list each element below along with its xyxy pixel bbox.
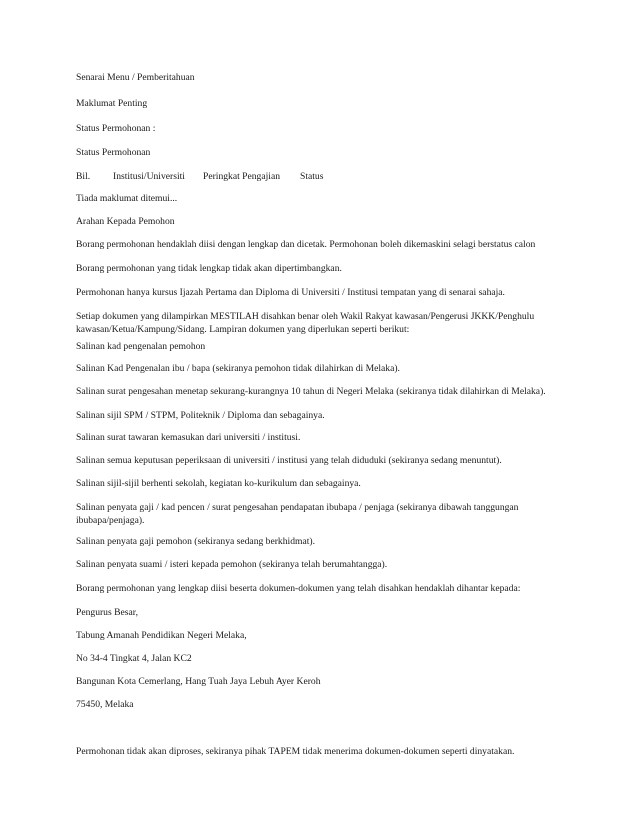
important-info-heading: Maklumat Penting — [76, 98, 148, 109]
submission-note: Borang permohonan yang lengkap diisi beserta dokumen-dokumen yang telah disahkan hendaklah dihantar kepada: — [76, 583, 521, 594]
address-line: Tabung Amanah Pendidikan Negeri Melaka, — [76, 630, 247, 641]
application-status-label: Status Permohonan : — [76, 123, 156, 134]
document-item: Salinan penyata gaji / kad pencen / surat pengesahan pendapatan ibubapa / penjaga (sekiranya dibawah tanggungan ibubapa/penjaga). — [76, 502, 519, 526]
instruction-item: Borang permohonan yang tidak lengkap tidak akan dipertimbangkan. — [76, 263, 342, 274]
instruction-item: Borang permohonan hendaklah diisi dengan lengkap dan dicetak. Permohonan boleh dikemaskini selagi berstatus calon — [76, 239, 536, 250]
instruction-item: Permohonan hanya kursus Ijazah Pertama dan Diploma di Universiti / Institusi tempatan yang di senarai sahaja. — [76, 287, 505, 298]
address-line: 75450, Melaka — [76, 699, 134, 710]
document-item: Salinan surat tawaran kemasukan dari universiti / institusi. — [76, 432, 301, 443]
document-item: Salinan penyata suami / isteri kepada pemohon (sekiranya telah berumahtangga). — [76, 559, 388, 570]
document-item: Salinan Kad Pengenalan ibu / bapa (sekiranya pemohon tidak dilahirkan di Melaka). — [76, 363, 400, 374]
instructions-title: Arahan Kepada Pemohon — [76, 216, 175, 227]
address-line: No 34-4 Tingkat 4, Jalan KC2 — [76, 653, 192, 664]
document-item: Salinan sijil-sijil berhenti sekolah, kegiatan ko-kurikulum dan sebagainya. — [76, 478, 361, 489]
document-item: Salinan kad pengenalan pemohon — [76, 341, 206, 352]
column-header-no: Bil. — [76, 171, 91, 182]
column-header-status: Status — [300, 171, 324, 182]
instruction-item: Setiap dokumen yang dilampirkan MESTILAH disahkan benar oleh Wakil Rakyat kawasan/Pengerusi JKKK/Penghulu kawasan/Ketua/Kampung/Sidang. Lampiran dokumen yang diperlukan seperti berikut: — [76, 311, 535, 335]
document-item: Salinan sijil SPM / STPM, Politeknik / Diploma dan sebagainya. — [76, 410, 325, 421]
column-header-study-level: Peringkat Pengajian — [203, 171, 280, 182]
address-line: Bangunan Kota Cemerlang, Hang Tuah Jaya Lebuh Ayer Keroh — [76, 676, 321, 687]
status-table-empty-message: Tiada maklumat ditemui... — [76, 193, 178, 204]
column-header-institution: Institusi/Universiti — [113, 171, 185, 182]
document-item: Salinan semua keputusan peperiksaan di universiti / institusi yang telah diduduki (sekiranya sedang menuntut). — [76, 455, 502, 466]
final-note: Permohonan tidak akan diproses, sekiranya pihak TAPEM tidak menerima dokumen-dokumen seperti dinyatakan. — [76, 746, 515, 757]
application-status-heading: Status Permohonan — [76, 147, 151, 158]
address-line: Pengurus Besar, — [76, 607, 138, 618]
document-item: Salinan surat pengesahan menetap sekurang-kurangnya 10 tahun di Negeri Melaka (sekiranya tidak dilahirkan di Melaka). — [76, 386, 546, 397]
menu-title: Senarai Menu / Pemberitahuan — [76, 72, 195, 83]
document-item: Salinan penyata gaji pemohon (sekiranya sedang berkhidmat). — [76, 536, 315, 547]
